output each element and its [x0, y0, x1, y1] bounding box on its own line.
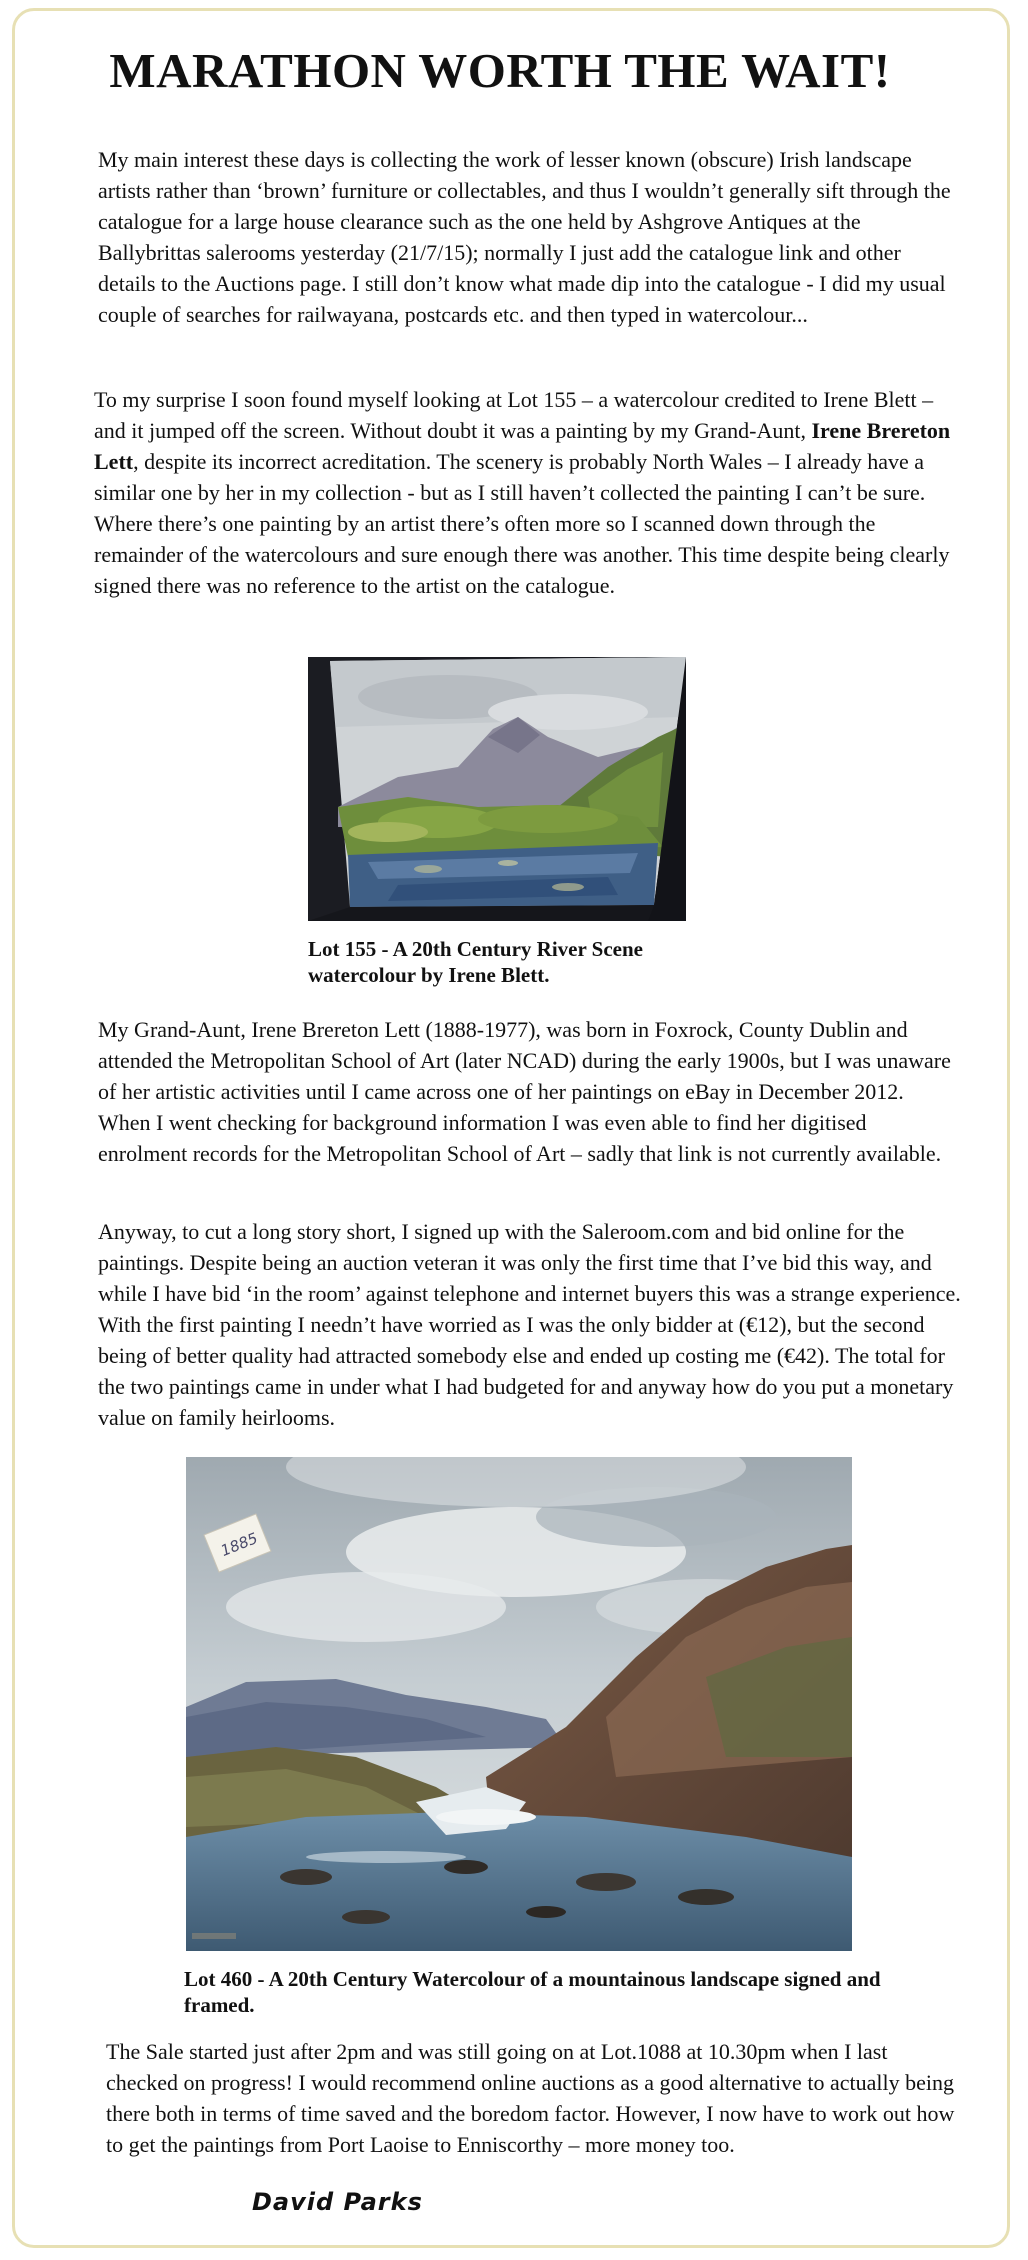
lot-460-caption: Lot 460 - A 20th Century Watercolour of a mountainous landscape signed and framed. [184, 1967, 881, 2017]
paragraph-bidding: Anyway, to cut a long story short, I signed up with the Saleroom.com and bid online for the paintings. Despite being an auction veteran it was only the first time that I’ve bid this way, and while I have bid ‘in the room’ against telephone and internet buyers this was a strange experience. With the first painting I needn’t have worried as I was the only bidder at (€12), but the second being of better quality had attracted somebody else and ended up costing me (€42). The total for the two paintings came in under what I had budgeted for and anyway how do you put a monetary value on family heirlooms. [98, 1219, 961, 1430]
paragraph-discovery [94, 384, 958, 601]
paragraph-intro: My main interest these days is collecting the work of lesser known (obscure) Irish landscape artists rather than ‘brown’ furniture or collectables, and thus I wouldn’t generally sift through the catalogue for a large house clearance such as the one held by Ashgrove Antiques at the Ballybrittas salerooms yesterday (21/7/15); normally I just add the catalogue link and other details to the Auctions page. I still don’t know what made dip into the catalogue - I did my usual couple of searches for railwayana, postcards etc. and then typed in watercolour... [98, 147, 951, 327]
price-tag-text: 1885 [218, 1529, 261, 1560]
paragraph-discovery-end: , despite its incorrect acreditation. The scenery is probably North Wales – I already have a similar one by her in my collection - but as I still haven’t collected the painting I can’t be sure. Where there’s one painting by an artist there’s often more so I scanned down through the remainder of the watercolours and sure enough there was another. This time despite being clearly signed there was no reference to the artist on the catalogue. [94, 449, 950, 598]
paragraph-discovery-start: To my surprise I soon found myself looking at Lot 155 – a watercolour credited to Irene Blett – and it jumped off the screen. Without doubt it was a painting by my Grand-Aunt, [94, 387, 934, 443]
lot-460-photo [186, 1457, 852, 1951]
artist-name: Irene Brereton Lett [94, 418, 951, 474]
paragraph-conclusion: The Sale started just after 2pm and was still going on at Lot.1088 at 10.30pm when I last checked on progress! I would recommend online auctions as a good alternative to actually being there both in terms of time saved and the boredom factor. However, I now have to work out how to get the paintings from Port Laoise to Enniscorthy – more money too. [106, 2039, 955, 2157]
lot-155-caption: Lot 155 - A 20th Century River Scene watercolour by Irene Blett. [308, 937, 644, 987]
paragraph-background: My Grand-Aunt, Irene Brereton Lett (1888-1977), was born in Foxrock, County Dublin and attended the Metropolitan School of Art (later NCAD) during the early 1900s, but I was unaware of her artistic activities until I came across one of her paintings on eBay in December 2012. When I went checking for background information I was even able to find her digitised enrolment records for the Metropolitan School of Art – sadly that link is not currently available. [98, 1017, 951, 1166]
author-signature: David Parks [252, 2188, 423, 2216]
lot-155-photo [308, 657, 686, 921]
article-title: MARATHON WORTH THE WAIT! [109, 43, 891, 98]
